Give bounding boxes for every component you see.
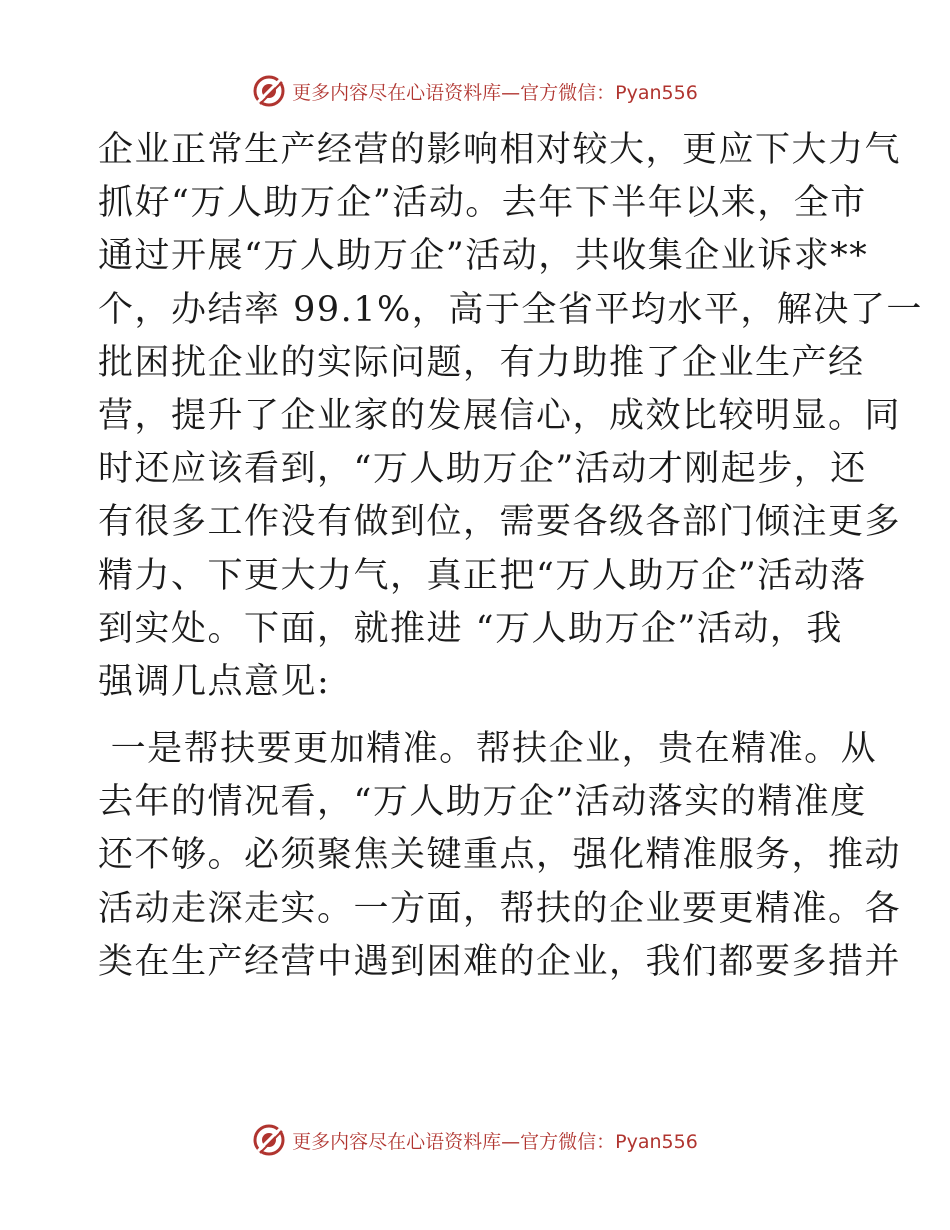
text-line: 类在生产经营中遇到困难的企业，我们都要多措并 [98, 941, 902, 982]
text-line: 到实处。下面，就推进 “万人助万企”活动，我 [98, 608, 843, 649]
text-line: 活动走深走实。一方面，帮扶的企业要更精准。各 [98, 888, 902, 929]
paragraph-2 [98, 723, 902, 989]
text-line: 企业正常生产经营的影响相对较大，更应下大力气 [98, 130, 902, 170]
footer-banner [0, 1120, 950, 1160]
text-line: 一是帮扶要更加精准。帮扶企业，贵在精准。从 [98, 729, 878, 770]
text-line: 强调几点意见: [98, 661, 331, 702]
text-line: 去年的情况看，“万人助万企”活动落实的精准度 [98, 782, 867, 823]
text-line: 精力、下更大力气，真正把“万人助万企”活动落 [98, 555, 867, 596]
text-line: 通过开展“万人助万企”活动，共收集企业诉求** [98, 236, 869, 277]
paragraph-1 [98, 124, 923, 709]
footer-text: 更多内容尽在心语资料库—官方微信：Pyan556 [292, 1130, 698, 1153]
text-line: 有很多工作没有做到位，需要各级各部门倾注更多 [98, 502, 902, 543]
brand-logo-icon [252, 74, 286, 108]
header-banner [0, 71, 950, 111]
text-line: 个，办结率 99.1%，高于全省平均水平，解决了一 [98, 289, 923, 330]
brand-logo-icon [252, 1123, 286, 1157]
header-text: 更多内容尽在心语资料库—官方微信：Pyan556 [292, 81, 698, 104]
text-line: 还不够。必须聚焦关键重点，强化精准服务，推动 [98, 835, 902, 876]
text-line: 营，提升了企业家的发展信心，成效比较明显。同 [98, 395, 902, 436]
paragraph-gap [98, 709, 854, 723]
document-body [98, 124, 923, 989]
text-line: 批困扰企业的实际问题，有力助推了企业生产经 [98, 342, 865, 383]
text-line: 抓好“万人助万企”活动。去年下半年以来，全市 [98, 183, 867, 224]
text-line: 时还应该看到，“万人助万企”活动才刚起步，还 [98, 449, 867, 490]
